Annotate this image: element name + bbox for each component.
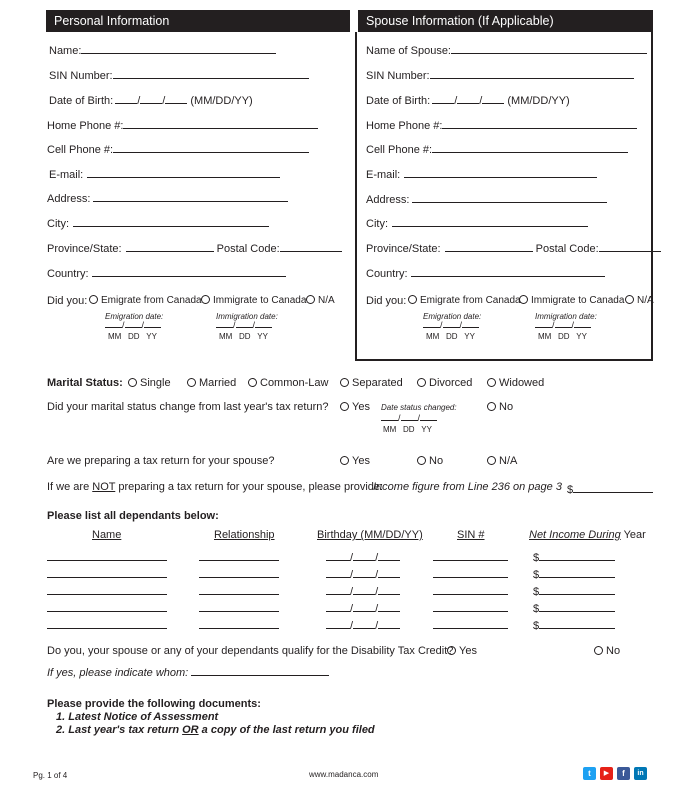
twitter-icon[interactable]: t bbox=[583, 767, 596, 780]
radio-icon[interactable] bbox=[340, 456, 349, 465]
dependant-net-income-field[interactable]: $ bbox=[533, 600, 615, 615]
spouse-immigration-date-format: MM DD YY bbox=[538, 332, 587, 341]
spouse-info-header: Spouse Information (If Applicable) bbox=[358, 10, 653, 32]
spouse-box-bottom-border bbox=[355, 359, 653, 361]
label: Postal Code: bbox=[216, 243, 280, 255]
personal-dob-field[interactable]: Date of Birth: / / (MM/DD/YY) bbox=[49, 92, 253, 107]
label: Did you: bbox=[47, 295, 88, 307]
personal-email-field[interactable] bbox=[49, 166, 280, 181]
radio-icon[interactable] bbox=[408, 295, 417, 304]
spouse-country-field[interactable] bbox=[366, 265, 605, 280]
radio-icon[interactable] bbox=[594, 646, 603, 655]
spouse-box-right-border bbox=[651, 32, 653, 361]
personal-province-field[interactable] bbox=[47, 240, 342, 255]
dependant-sin-field[interactable] bbox=[433, 566, 508, 581]
personal-cell-phone-field[interactable] bbox=[47, 141, 309, 156]
spouse-email-field[interactable] bbox=[366, 166, 597, 181]
personal-info-header: Personal Information bbox=[46, 10, 350, 32]
date-status-changed-format: MM DD YY bbox=[383, 425, 432, 434]
dependant-relationship-field[interactable] bbox=[199, 549, 279, 564]
dependants-col-sin: SIN # bbox=[457, 529, 485, 541]
label: Province/State: bbox=[47, 243, 122, 255]
dependant-sin-field[interactable] bbox=[433, 583, 508, 598]
dependant-sin-field[interactable] bbox=[433, 600, 508, 615]
label: Name: bbox=[49, 45, 82, 57]
dependant-net-income-field[interactable]: $ bbox=[533, 583, 615, 598]
label: Country: bbox=[366, 268, 408, 280]
radio-icon[interactable] bbox=[519, 295, 528, 304]
personal-na-option[interactable] bbox=[306, 295, 335, 306]
dob-format: (MM/DD/YY) bbox=[507, 95, 570, 107]
personal-address-field[interactable] bbox=[47, 190, 288, 205]
dependant-birthday-field[interactable]: / / bbox=[326, 600, 400, 615]
label: Immigrate to Canada bbox=[213, 295, 307, 306]
label: City: bbox=[47, 218, 69, 230]
dependants-col-net-income: Net Income During Year bbox=[529, 529, 646, 541]
facebook-icon[interactable]: f bbox=[617, 767, 630, 780]
dependant-sin-field[interactable] bbox=[433, 617, 508, 632]
spouse-return-yes[interactable]: Yes bbox=[340, 455, 370, 467]
personal-home-phone-field[interactable] bbox=[47, 117, 318, 132]
label: Province/State: bbox=[366, 243, 441, 255]
dependant-name-field[interactable] bbox=[47, 566, 167, 581]
income-line-236-label: Income figure from Line 236 on page 3 bbox=[373, 481, 562, 493]
spouse-immigrate-option[interactable] bbox=[519, 295, 624, 306]
spouse-return-na[interactable]: N/A bbox=[487, 455, 517, 467]
dependant-name-field[interactable] bbox=[47, 617, 167, 632]
date-status-changed-field[interactable]: / / bbox=[381, 411, 437, 423]
dependant-birthday-field[interactable]: / / bbox=[326, 583, 400, 598]
spouse-name-field[interactable] bbox=[366, 42, 647, 57]
dependant-net-income-field[interactable]: $ bbox=[533, 617, 615, 632]
label: Emigrate from Canada bbox=[101, 295, 202, 306]
document-item-1: 1. Latest Notice of Assessment bbox=[56, 711, 219, 723]
dependant-sin-field[interactable] bbox=[433, 549, 508, 564]
label: Date of Birth: bbox=[366, 95, 431, 107]
personal-did-you bbox=[47, 295, 87, 307]
youtube-icon[interactable]: ▶ bbox=[600, 767, 613, 780]
spouse-emigrate-option[interactable] bbox=[408, 295, 521, 306]
spouse-immigration-date-field[interactable]: / / bbox=[535, 318, 591, 330]
disability-question: Do you, your spouse or any of your dependants qualify for the Disability Tax Credit? bbox=[47, 645, 454, 657]
label: E-mail: bbox=[366, 169, 401, 181]
label: SIN Number: bbox=[366, 70, 430, 82]
dependants-col-birthday: Birthday (MM/DD/YY) bbox=[317, 529, 423, 541]
marital-married-option[interactable]: Married bbox=[187, 377, 236, 389]
spouse-immigration-date-label: Immigration date: bbox=[535, 312, 597, 321]
marital-separated-option[interactable]: Separated bbox=[340, 377, 403, 389]
dependant-name-field[interactable] bbox=[47, 583, 167, 598]
radio-icon[interactable] bbox=[487, 378, 496, 387]
personal-emigration-date-format: MM DD YY bbox=[108, 332, 157, 341]
label: Postal Code: bbox=[535, 243, 599, 255]
dependants-title: Please list all dependants below: bbox=[47, 510, 219, 522]
radio-icon[interactable] bbox=[625, 295, 634, 304]
label: City: bbox=[366, 218, 388, 230]
spouse-return-no[interactable]: No bbox=[417, 455, 443, 467]
spouse-return-question: Are we preparing a tax return for your spouse? bbox=[47, 455, 275, 467]
dependants-col-relationship: Relationship bbox=[214, 529, 275, 541]
dependant-relationship-field[interactable] bbox=[199, 600, 279, 615]
document-item-2: 2. Last year's tax return OR a copy of the last return you filed bbox=[56, 724, 375, 736]
dependant-birthday-field[interactable]: / / bbox=[326, 549, 400, 564]
label: E-mail: bbox=[49, 169, 84, 181]
personal-city-field[interactable] bbox=[47, 215, 269, 230]
spouse-sin-field[interactable] bbox=[366, 67, 634, 82]
marital-divorced-option[interactable]: Divorced bbox=[417, 377, 472, 389]
label: Date of Birth: bbox=[49, 95, 114, 107]
dependant-name-field[interactable] bbox=[47, 600, 167, 615]
label: Emigrate from Canada bbox=[420, 295, 521, 306]
dependant-relationship-field[interactable] bbox=[199, 617, 279, 632]
date-status-changed-label: Date status changed: bbox=[381, 403, 457, 412]
marital-single-option[interactable]: Single bbox=[128, 377, 171, 389]
label: Country: bbox=[47, 268, 89, 280]
personal-immigrate-option[interactable] bbox=[201, 295, 306, 306]
marital-change-no[interactable]: No bbox=[487, 401, 513, 413]
spouse-city-field[interactable] bbox=[366, 215, 588, 230]
dependant-net-income-field[interactable]: $ bbox=[533, 549, 615, 564]
label: N/A bbox=[637, 295, 654, 306]
spouse-not-preparing-line: If we are NOT preparing a tax return for your spouse, please provide: bbox=[47, 481, 384, 493]
spouse-address-field[interactable] bbox=[366, 191, 607, 206]
label: Did you: bbox=[366, 295, 407, 307]
spouse-box-left-border bbox=[355, 32, 357, 361]
dependant-relationship-field[interactable] bbox=[199, 566, 279, 581]
label: Address: bbox=[366, 194, 410, 206]
personal-country-field[interactable] bbox=[47, 265, 286, 280]
marital-status-label: Marital Status: bbox=[47, 377, 123, 389]
marital-widowed-option[interactable]: Widowed bbox=[487, 377, 544, 389]
radio-icon[interactable] bbox=[89, 295, 98, 304]
dependant-birthday-field[interactable]: / / bbox=[326, 566, 400, 581]
dependants-col-name: Name bbox=[92, 529, 122, 541]
website-link[interactable]: www.madanca.com bbox=[309, 770, 379, 779]
radio-icon[interactable] bbox=[340, 378, 349, 387]
radio-icon[interactable] bbox=[447, 646, 456, 655]
spouse-na-option[interactable] bbox=[625, 295, 654, 306]
disability-no[interactable]: No bbox=[594, 645, 620, 657]
label: SIN Number: bbox=[49, 70, 113, 82]
personal-emigration-date-field[interactable]: / / bbox=[105, 318, 161, 330]
radio-icon[interactable] bbox=[128, 378, 137, 387]
disability-yes[interactable]: Yes bbox=[447, 645, 477, 657]
spouse-province-field[interactable] bbox=[366, 240, 661, 255]
radio-icon[interactable] bbox=[417, 378, 426, 387]
label: Immigrate to Canada bbox=[531, 295, 625, 306]
radio-icon[interactable] bbox=[340, 402, 349, 411]
spouse-emigration-date-format: MM DD YY bbox=[426, 332, 475, 341]
personal-immigration-date-format: MM DD YY bbox=[219, 332, 268, 341]
documents-title: Please provide the following documents: bbox=[47, 698, 261, 710]
dependant-birthday-field[interactable]: / / bbox=[326, 617, 400, 632]
radio-icon[interactable] bbox=[417, 456, 426, 465]
spouse-did-you bbox=[366, 295, 406, 307]
radio-icon[interactable] bbox=[487, 402, 496, 411]
label: Cell Phone #: bbox=[366, 144, 433, 156]
dependant-net-income-field[interactable]: $ bbox=[533, 566, 615, 581]
personal-immigration-date-field[interactable]: / / bbox=[216, 318, 272, 330]
personal-emigration-date-label: Emigration date: bbox=[105, 312, 164, 321]
personal-name-field[interactable] bbox=[49, 42, 276, 57]
income-line-236-field[interactable]: $ bbox=[567, 481, 653, 496]
radio-icon[interactable] bbox=[248, 378, 257, 387]
linkedin-icon[interactable]: in bbox=[634, 767, 647, 780]
label: Cell Phone #: bbox=[47, 144, 114, 156]
dependant-relationship-field[interactable] bbox=[199, 583, 279, 598]
radio-icon[interactable] bbox=[306, 295, 315, 304]
dependant-name-field[interactable] bbox=[47, 549, 167, 564]
label: N/A bbox=[318, 295, 335, 306]
label: Name of Spouse: bbox=[366, 45, 451, 57]
spouse-emigration-date-label: Emigration date: bbox=[423, 312, 482, 321]
label: Home Phone #: bbox=[47, 120, 124, 132]
personal-sin-field[interactable] bbox=[49, 67, 309, 82]
disability-whom-field[interactable]: If yes, please indicate whom: bbox=[47, 664, 329, 679]
spouse-emigration-date-field[interactable]: / / bbox=[423, 318, 479, 330]
radio-icon[interactable] bbox=[187, 378, 196, 387]
marital-change-yes[interactable]: Yes bbox=[340, 401, 370, 413]
marital-common-law-option[interactable]: Common-Law bbox=[248, 377, 328, 389]
radio-icon[interactable] bbox=[487, 456, 496, 465]
marital-change-question: Did your marital status change from last year's tax return? bbox=[47, 401, 329, 413]
spouse-cell-phone-field[interactable] bbox=[366, 141, 628, 156]
spouse-home-phone-field[interactable] bbox=[366, 117, 637, 132]
dob-format: (MM/DD/YY) bbox=[190, 95, 253, 107]
label: Home Phone #: bbox=[366, 120, 443, 132]
label: Address: bbox=[47, 193, 91, 205]
radio-icon[interactable] bbox=[201, 295, 210, 304]
personal-immigration-date-label: Immigration date: bbox=[216, 312, 278, 321]
page-number: Pg. 1 of 4 bbox=[33, 771, 68, 780]
personal-emigrate-option[interactable] bbox=[89, 295, 202, 306]
spouse-dob-field[interactable]: Date of Birth: / / (MM/DD/YY) bbox=[366, 92, 570, 107]
